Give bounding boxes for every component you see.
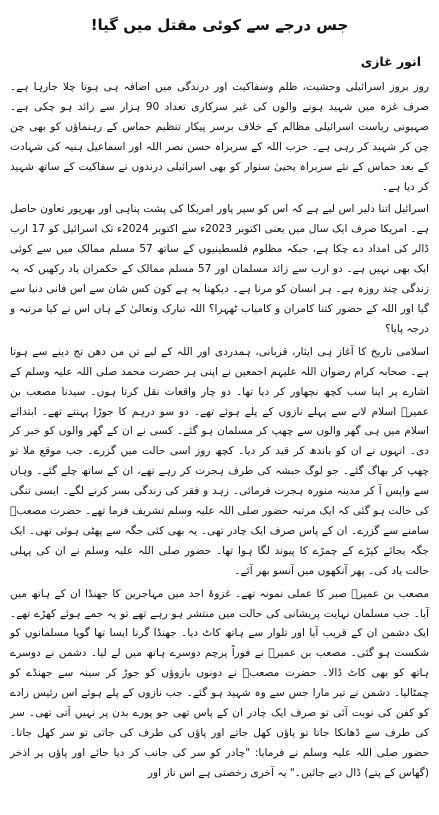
paragraph-3: اسلامی تاریخ کا آغاز ہی ایثار، قربانی، ہمدردی اور اللہ کے لیے تن من دھن تج دینے سے ہوتا ہے۔ صحابہ کرام رضوان اللہ علیہم اجمعین نے اپنی ہر حضرت محمد صلی اللہ علیہ وسلم کے اشارے پر اپنا سب کچھ نچھاور کر دیا تھا۔ دو چار واقعات نقل کرتا ہوں۔ سیدنا مصعب بن عمیرؓ اسلام لانے سے پہلے نازوں کے پلے ہوئے تھے۔ دو سو درہم کا جوڑا پہنتے تھے۔ ابتدائے اسلام میں ہی گھر والوں سے چھپ کر مسلمان ہو گئے۔ کسی نے ان کے گھر والوں کو خبر کر دی۔ انہوں نے ان کو باندھ کر قید کر دیا۔ کچھ روز اسی حالت میں گزرے۔ جب موقع ملا تو چھپ کر بھاگ گئے۔ جو لوگ حبشہ کی طرف ہجرت کر رہے تھے، ان کے ساتھ چلے گئے۔ وہاں سے واپس آ کر مدینہ منورہ ہجرت فرمائی۔ زہد و فقر کی زندگی بسر کرنے لگے۔ ایسی تنگی کی حالت ہو گئی کہ ایک مرتبہ حضور صلی اللہ علیہ وسلم تشریف فرما تھے۔ حضرت مصعبؓ سامنے سے گزرے۔ ان کے پاس صرف ایک چادر تھی۔ یہ بھی کئی جگہ سے پھٹی ہوئی تھی۔ ایک جگہ بجائے کپڑے کے چمڑے کا پیوند لگا ہوا تھا۔ حضور صلی اللہ علیہ وسلم نے ان کی پہلی حالت یاد کی۔ پھر آنکھوں میں آنسو بھر آئے۔: [10, 345, 429, 577]
paragraph-2: اسرائیل اتنا دلیر اس لیے ہے کہ اس کو سپر پاور امریکا کی پشت پناہی اور بھرپور تعاون حاصل ہے۔ امریکا صرف ایک سال میں یعنی اکتوبر 2023ء سے اکتوبر 2024ء تک اسرائیل کو 17 ارب ڈالر کی امداد دے چکا ہے، جبکہ مظلوم فلسطینیوں کے ساتھ 57 مسلم ممالک میں سے کوئی ایک بھی نہیں ہے۔ دو ارب سے زائد مسلمان اور 57 مسلم ممالک کے حکمران یاد رکھیں کہ یہ زندگی چند روزہ ہے۔ ہر انسان کو مرنا ہے۔ دیکھنا یہ ہے کون کس شان سے اس فانی دنیا سے گیا اور اللہ کے حضور کتنا کامران و کامیاب ٹھہرا؟ اللہ تبارک وتعالیٰ کے ہاں اس نے کیا مرتبہ و درجہ پایا؟: [10, 203, 429, 335]
paragraph-1: روز بروز اسرائیلی وحشیت، ظلم وسفاکیت اور درندگی میں اضافہ ہی ہوتا چلا جارہا ہے۔ صرف غزہ میں شہید ہونے والوں کی غیر سرکاری تعداد 90 ہزار سے زائد ہو چکی ہے۔ صہیونی ریاست اسرائیلی مظالم کے خلاف برسر پیکار تنظیم حماس کے رہنماؤں کو بھی چن چن کر شہید کر رہی ہے۔ حزب اللہ کے سربراہ حسن نصر اللہ اور اسماعیل ہنیہ کی شہادت کے بعد حماس کے نئے سربراہ یحییٰ سنوار کو بھی اسرائیلی درندوں نے سفاکیت کے ساتھ شہید کر دیا ہے۔: [10, 81, 429, 193]
paragraph-4: مصعب بن عمیرؓ صبر کا عملی نمونہ تھے۔ غزوۂ احد میں مہاجرین کا جھنڈا ان کے ہاتھ میں آیا۔ جب مسلمان نہایت پریشانی کی حالت میں منتشر ہو رہے تھے تو یہ جمے ہوئے کھڑے تھے۔ ایک دشمن ان کے قریب آیا اور تلوار سے ہاتھ کاٹ دیا۔ جھنڈا گرنا ایسا تھا گویا مسلمانوں کو شکست ہو گئی۔ مصعب بن عمیرؓ نے فوراً پرچم دوسرے ہاتھ میں لے لیا۔ دشمن نے دوسرے ہاتھ کو بھی کاٹ ڈالا۔ حضرت مصعبؓ نے دونوں بازوؤں کو جوڑ کر سینہ سے جھنڈے کو چمٹالیا۔ دشمن نے تیر مارا جس سے وہ شہید ہو گئے۔ جب نازوں کے پلے ہوئے اس رئیس زادے کو کفن کی نوبت آئی تو صرف ایک چادر ان کے پاس تھی جو پورے بدن پر نہیں آتی تھی۔ سر کی طرف سے ڈھانکا جاتا تو پاؤں کھل جاتے اور پاؤں کی طرف کی جاتی تو سر کھل جاتا۔ حضور صلی اللہ علیہ وسلم نے فرمایا: "چادر کو سر کی جانب کر دیا جائے اور پاؤں پر اذخر (گھاس کے پتے) ڈال دیے جائیں۔" یہ آخری رخصتی ہے اس ناز اور: [10, 587, 429, 779]
article-title: جس درجے سے کوئی مقتل میں گیا!: [90, 16, 349, 34]
author-name: انور غازی: [360, 54, 421, 69]
